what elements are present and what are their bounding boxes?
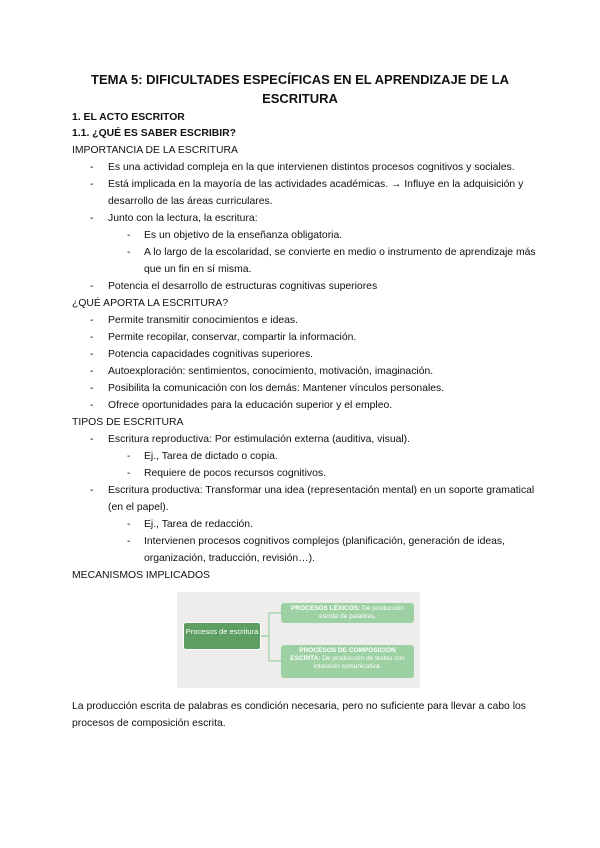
list-item: - Escritura reproductiva: Por estimulación externa (auditiva, visual). (90, 434, 411, 445)
list-item: - Escritura productiva: Transformar una idea (representación mental) en un soporte gramatical (en el papel). (90, 485, 535, 513)
list-item: - Permite transmitir conocimientos e ideas. (90, 315, 298, 326)
page-title: TEMA 5: DIFICULTADES ESPECÍFICAS EN EL APRENDIZAJE DE LA ESCRITURA (91, 72, 509, 106)
final-paragraph: La producción escrita de palabras es condición necesaria, pero no suficiente para llevar a cabo los procesos de composición escrita. (72, 701, 526, 729)
list-item: - Potencia el desarrollo de estructuras cognitivas superiores (90, 281, 378, 292)
list-item: - Permite recopilar, conservar, compartir la información. (90, 332, 357, 343)
sub-list-item: - A lo largo de la escolaridad, se convierte en medio o instrumento de aprendizaje más que un fin en sí misma. (127, 247, 536, 275)
section-heading-1: 1. EL ACTO ESCRITOR (72, 112, 185, 123)
list-item: - Está implicada en la mayoría de las actividades académicas. → Influye en la adquisición y desarrollo de las áreas curriculares. (90, 179, 524, 207)
node-text: De producción escrita de palabras. (319, 605, 405, 620)
diagram-node-composicion (281, 645, 414, 678)
node-title: PROCESOS LÉXICOS: (290, 605, 361, 612)
list-item: - Posibilita la comunicación con los demás: Mantener vínculos personales. (90, 383, 445, 394)
aporta-list (72, 312, 542, 414)
diagram-node-lexicos (281, 603, 414, 623)
connector-line-bottom (261, 636, 281, 661)
node-title: PROCESOS DE COMPOSICIÓN ESCRITA: (290, 647, 396, 662)
list-item: - Es una actividad compleja en la que intervienen distintos procesos cognitivos y sociales. (90, 162, 515, 173)
sub-list-item: - Ej., Tarea de redacción. (127, 519, 253, 530)
aporta-heading: ¿QUÉ APORTA LA ESCRITURA? (72, 298, 229, 309)
mechanisms-diagram (177, 592, 420, 688)
mecanismos-heading: MECANISMOS IMPLICADOS (72, 570, 210, 581)
sub-list-item: - Ej., Tarea de dictado o copia. (127, 451, 278, 462)
list-item: - Junto con la lectura, la escritura: (90, 213, 258, 224)
importancia-list (72, 159, 542, 295)
sub-list-item: - Requiere de pocos recursos cognitivos. (127, 468, 326, 479)
diagram-center-node: Procesos de escritura (183, 622, 261, 650)
section-heading-1-1: 1.1. ¿QUÉ ES SABER ESCRIBIR? (72, 128, 236, 139)
document-content (72, 110, 542, 732)
connector-line-top (261, 613, 281, 636)
tipos-heading: TIPOS DE ESCRITURA (72, 417, 184, 428)
sub-list-item: - Intervienen procesos cognitivos complejos (planificación, generación de ideas, organización, traducción, revisión…). (127, 536, 505, 564)
list-item: - Potencia capacidades cognitivas superiores. (90, 349, 314, 360)
sub-list-item: - Es un objetivo de la enseñanza obligatoria. (127, 230, 343, 241)
importancia-heading: IMPORTANCIA DE LA ESCRITURA (72, 145, 238, 156)
list-item: - Ofrece oportunidades para la educación superior y el empleo. (90, 400, 393, 411)
node-text: De producción de textos con intención comunicativa. (313, 655, 405, 670)
tipos-list (72, 431, 542, 567)
list-item: - Autoexploración: sentimientos, conocimiento, motivación, imaginación. (90, 366, 434, 377)
